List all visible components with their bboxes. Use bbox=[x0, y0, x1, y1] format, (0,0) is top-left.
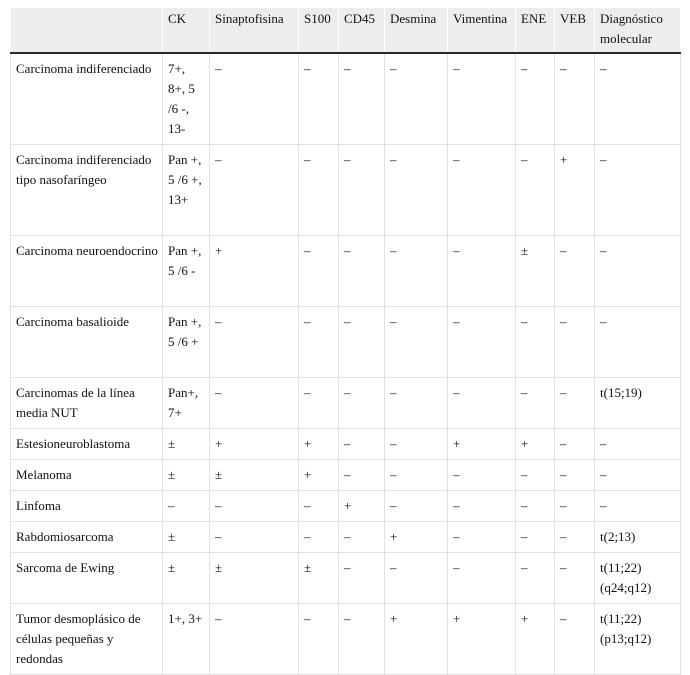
header-cell-tumor bbox=[11, 8, 163, 53]
cell-s100: – bbox=[299, 491, 339, 522]
cell-ck: ± bbox=[163, 553, 210, 604]
cell-tumor: Tumor desmoplásico de células pequeñas y redondas bbox=[11, 604, 163, 675]
cell-ene: – bbox=[516, 522, 555, 553]
cell-ene: + bbox=[516, 604, 555, 675]
table-row bbox=[11, 145, 681, 236]
cell-sinaptofisina: + bbox=[210, 429, 299, 460]
cell-cd45: – bbox=[339, 429, 385, 460]
header-cell-ene: ENE bbox=[516, 8, 555, 53]
cell-desmina: – bbox=[385, 553, 448, 604]
cell-sinaptofisina: – bbox=[210, 145, 299, 236]
cell-cd45: – bbox=[339, 307, 385, 378]
cell-tumor: Carcinoma basalioide bbox=[11, 307, 163, 378]
header-row bbox=[11, 8, 681, 53]
table-row bbox=[11, 491, 681, 522]
cell-s100: – bbox=[299, 53, 339, 145]
cell-sinaptofisina: ± bbox=[210, 553, 299, 604]
cell-ene: – bbox=[516, 53, 555, 145]
cell-tumor: Carcinoma indiferenciado bbox=[11, 53, 163, 145]
cell-veb: – bbox=[555, 460, 595, 491]
table-row bbox=[11, 522, 681, 553]
cell-veb: – bbox=[555, 378, 595, 429]
cell-desmina: – bbox=[385, 460, 448, 491]
table-row bbox=[11, 604, 681, 675]
cell-ck: ± bbox=[163, 460, 210, 491]
cell-s100: – bbox=[299, 604, 339, 675]
cell-sinaptofisina: – bbox=[210, 604, 299, 675]
cell-ck: Pan +, 5 /6 + bbox=[163, 307, 210, 378]
cell-tumor: Linfoma bbox=[11, 491, 163, 522]
cell-ene: – bbox=[516, 307, 555, 378]
header-cell-cd45: CD45 bbox=[339, 8, 385, 53]
cell-desmina: + bbox=[385, 522, 448, 553]
header-cell-desmina: Desmina bbox=[385, 8, 448, 53]
cell-vimentina: – bbox=[448, 522, 516, 553]
cell-cd45: + bbox=[339, 491, 385, 522]
cell-ene: ± bbox=[516, 236, 555, 307]
cell-vimentina: – bbox=[448, 491, 516, 522]
cell-desmina: – bbox=[385, 145, 448, 236]
cell-diagnostico-molecular: t(11;22) (p13;q12) bbox=[595, 604, 681, 675]
cell-tumor: Carcinoma indiferenciado tipo nasofaríngeo bbox=[11, 145, 163, 236]
cell-cd45: – bbox=[339, 145, 385, 236]
table-row bbox=[11, 307, 681, 378]
cell-diagnostico-molecular: t(2;13) bbox=[595, 522, 681, 553]
cell-s100: + bbox=[299, 460, 339, 491]
header-cell-ck: CK bbox=[163, 8, 210, 53]
cell-veb: – bbox=[555, 604, 595, 675]
cell-diagnostico-molecular: – bbox=[595, 53, 681, 145]
table-row bbox=[11, 460, 681, 491]
table-row bbox=[11, 236, 681, 307]
table-header bbox=[11, 8, 681, 53]
table-body bbox=[11, 53, 681, 675]
header-cell-s100: S100 bbox=[299, 8, 339, 53]
cell-vimentina: – bbox=[448, 307, 516, 378]
cell-vimentina: – bbox=[448, 378, 516, 429]
cell-tumor: Melanoma bbox=[11, 460, 163, 491]
header-cell-vimentina: Vimentina bbox=[448, 8, 516, 53]
cell-s100: + bbox=[299, 429, 339, 460]
cell-desmina: – bbox=[385, 236, 448, 307]
header-cell-veb: VEB bbox=[555, 8, 595, 53]
cell-ck: 1+, 3+ bbox=[163, 604, 210, 675]
cell-sinaptofisina: – bbox=[210, 307, 299, 378]
cell-ck: Pan +, 5 /6 - bbox=[163, 236, 210, 307]
cell-sinaptofisina: – bbox=[210, 378, 299, 429]
cell-vimentina: – bbox=[448, 460, 516, 491]
cell-desmina: – bbox=[385, 429, 448, 460]
cell-ene: – bbox=[516, 460, 555, 491]
cell-sinaptofisina: ± bbox=[210, 460, 299, 491]
cell-ene: – bbox=[516, 145, 555, 236]
cell-s100: – bbox=[299, 378, 339, 429]
cell-diagnostico-molecular: – bbox=[595, 491, 681, 522]
cell-ck: ± bbox=[163, 429, 210, 460]
cell-cd45: – bbox=[339, 236, 385, 307]
cell-veb: – bbox=[555, 429, 595, 460]
cell-ck: ± bbox=[163, 522, 210, 553]
immunohistochemistry-table bbox=[10, 8, 681, 675]
cell-tumor: Carcinomas de la línea media NUT bbox=[11, 378, 163, 429]
cell-vimentina: – bbox=[448, 553, 516, 604]
cell-veb: – bbox=[555, 307, 595, 378]
cell-ck: Pan+, 7+ bbox=[163, 378, 210, 429]
cell-vimentina: + bbox=[448, 604, 516, 675]
cell-tumor: Carcinoma neuroendocrino bbox=[11, 236, 163, 307]
cell-sinaptofisina: + bbox=[210, 236, 299, 307]
cell-tumor: Sarcoma de Ewing bbox=[11, 553, 163, 604]
cell-diagnostico-molecular: – bbox=[595, 145, 681, 236]
cell-cd45: – bbox=[339, 604, 385, 675]
cell-desmina: + bbox=[385, 604, 448, 675]
cell-cd45: – bbox=[339, 460, 385, 491]
cell-tumor: Estesioneuroblastoma bbox=[11, 429, 163, 460]
cell-sinaptofisina: – bbox=[210, 522, 299, 553]
cell-cd45: – bbox=[339, 553, 385, 604]
cell-desmina: – bbox=[385, 53, 448, 145]
cell-ene: + bbox=[516, 429, 555, 460]
cell-ene: – bbox=[516, 553, 555, 604]
cell-vimentina: + bbox=[448, 429, 516, 460]
cell-diagnostico-molecular: t(15;19) bbox=[595, 378, 681, 429]
cell-tumor: Rabdomiosarcoma bbox=[11, 522, 163, 553]
table-row bbox=[11, 378, 681, 429]
cell-veb: – bbox=[555, 553, 595, 604]
cell-s100: – bbox=[299, 522, 339, 553]
cell-desmina: – bbox=[385, 307, 448, 378]
cell-diagnostico-molecular: – bbox=[595, 429, 681, 460]
cell-cd45: – bbox=[339, 378, 385, 429]
cell-cd45: – bbox=[339, 53, 385, 145]
table-row bbox=[11, 553, 681, 604]
cell-ene: – bbox=[516, 378, 555, 429]
header-cell-diagnostico-molecular: Diagnóstico molecular bbox=[595, 8, 681, 53]
cell-desmina: – bbox=[385, 491, 448, 522]
header-cell-sinaptofisina: Sinaptofisina bbox=[210, 8, 299, 53]
table-row bbox=[11, 429, 681, 460]
cell-ck: 7+, 8+, 5 /6 -, 13- bbox=[163, 53, 210, 145]
cell-veb: – bbox=[555, 491, 595, 522]
cell-ck: – bbox=[163, 491, 210, 522]
cell-veb: – bbox=[555, 522, 595, 553]
cell-veb: – bbox=[555, 53, 595, 145]
cell-s100: – bbox=[299, 307, 339, 378]
cell-cd45: – bbox=[339, 522, 385, 553]
cell-sinaptofisina: – bbox=[210, 53, 299, 145]
cell-diagnostico-molecular: t(11;22) (q24;q12) bbox=[595, 553, 681, 604]
cell-veb: – bbox=[555, 236, 595, 307]
table-row bbox=[11, 53, 681, 145]
cell-desmina: – bbox=[385, 378, 448, 429]
cell-s100: ± bbox=[299, 553, 339, 604]
cell-vimentina: – bbox=[448, 145, 516, 236]
cell-s100: – bbox=[299, 236, 339, 307]
cell-s100: – bbox=[299, 145, 339, 236]
cell-vimentina: – bbox=[448, 53, 516, 145]
cell-veb: + bbox=[555, 145, 595, 236]
cell-vimentina: – bbox=[448, 236, 516, 307]
cell-ck: Pan +, 5 /6 +, 13+ bbox=[163, 145, 210, 236]
cell-diagnostico-molecular: – bbox=[595, 307, 681, 378]
cell-diagnostico-molecular: – bbox=[595, 236, 681, 307]
cell-ene: – bbox=[516, 491, 555, 522]
cell-sinaptofisina: – bbox=[210, 491, 299, 522]
cell-diagnostico-molecular: – bbox=[595, 460, 681, 491]
